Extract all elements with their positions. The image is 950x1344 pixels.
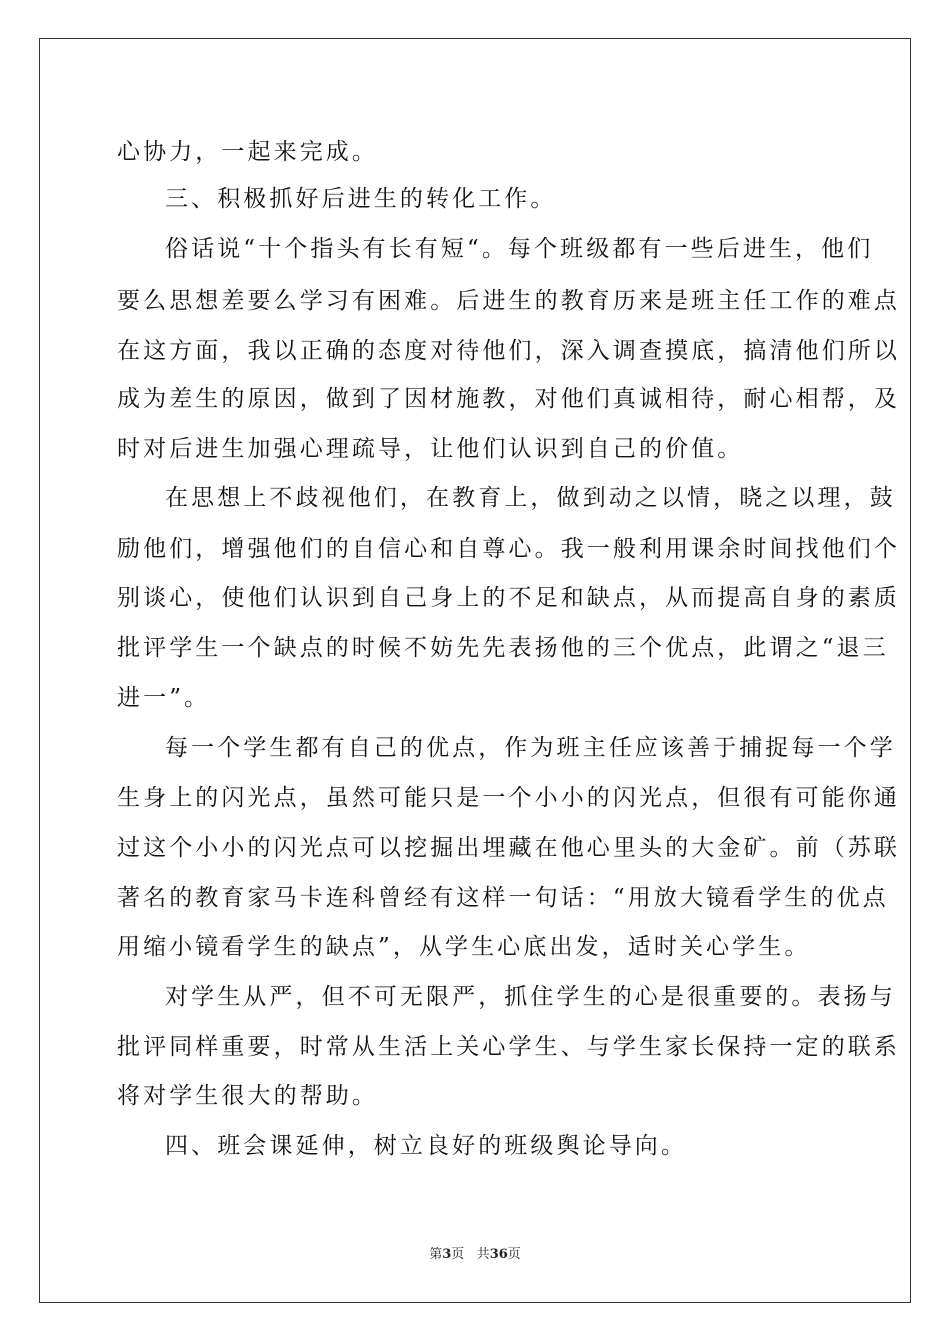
text-line: 成为差生的原因，做到了因材施教，对他们真诚相待，耐心相帮，及 (117, 386, 900, 412)
total-page-count: 36 (489, 1247, 508, 1262)
footer-prefix: 第 (429, 1247, 443, 1262)
text-line: 进一”。 (117, 685, 211, 711)
text-line: 过这个小小的闪光点可以挖掘出埋藏在他心里头的大金矿。前（苏联 (117, 835, 900, 861)
text-line: 用缩小镜看学生的缺点”，从学生心底出发，适时关心学生。 (117, 934, 811, 960)
text-line: 在这方面，我以正确的态度对待他们，深入调查摸底，搞清他们所以 (117, 338, 900, 364)
text-line: 在思想上不歧视他们，在教育上，做到动之以情，晓之以理，鼓 (165, 485, 896, 511)
text-line: 别谈心，使他们认识到自己身上的不足和缺点，从而提高自身的素质 (117, 585, 900, 611)
text-line: 心协力，一起来完成。 (117, 139, 378, 165)
text-line: 要么思想差要么学习有困难。后进生的教育历来是班主任工作的难点 (117, 288, 900, 314)
text-line: 对学生从严，但不可无限严，抓住学生的心是很重要的。表扬与 (165, 984, 896, 1010)
footer-total-prefix: 共 (476, 1247, 490, 1262)
footer-page-word: 页 (451, 1247, 465, 1262)
text-line: 著名的教育家马卡连科曾经有这样一句话：“用放大镜看学生的优点 (117, 885, 889, 911)
text-line: 批评学生一个缺点的时候不妨先先表扬他的三个优点，此谓之“退三 (117, 635, 889, 661)
text-line: 每一个学生都有自己的优点，作为班主任应该善于捕捉每一个学 (165, 735, 896, 761)
text-line: 生身上的闪光点，虽然可能只是一个小小的闪光点，但很有可能你通 (117, 785, 900, 811)
text-line: 俗话说“十个指头有长有短“。每个班级都有一些后进生，他们 (165, 236, 874, 262)
page-border (39, 38, 911, 1303)
text-line: 时对后进生加强心理疏导，让他们认识到自己的价值。 (117, 436, 744, 462)
section-heading: 三、积极抓好后进生的转化工作。 (165, 186, 557, 212)
text-line: 励他们，增强他们的自信心和自尊心。我一般利用课余时间找他们个 (117, 536, 900, 562)
footer-total-suffix: 页 (507, 1247, 521, 1262)
current-page-number: 3 (442, 1247, 452, 1262)
text-line: 将对学生很大的帮助。 (117, 1083, 378, 1109)
text-line: 批评同样重要，时常从生活上关心学生、与学生家长保持一定的联系 (117, 1034, 900, 1060)
section-heading: 四、班会课延伸，树立良好的班级舆论导向。 (165, 1133, 687, 1159)
page-footer (0, 1246, 950, 1264)
